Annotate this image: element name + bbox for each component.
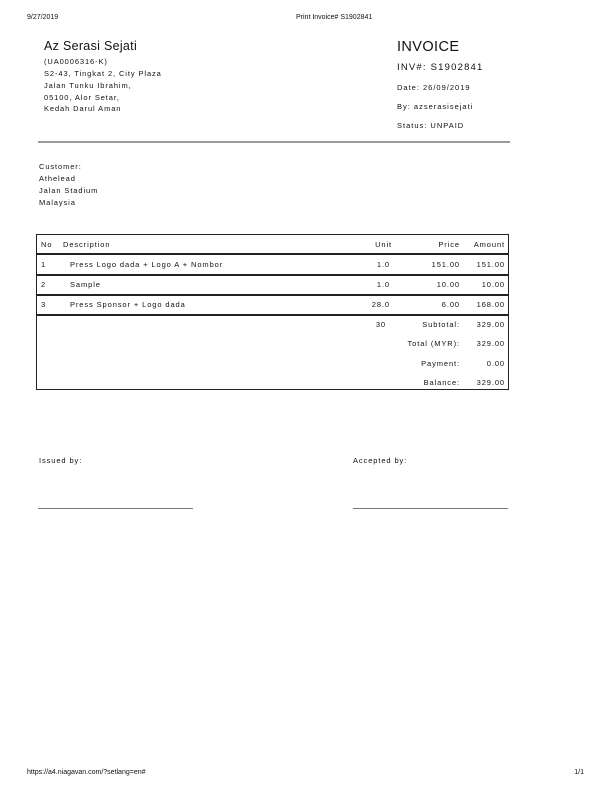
company-address-line: Kedah Darul Aman (44, 104, 122, 113)
subtotal-label: Subtotal: (422, 320, 460, 329)
print-date: 9/27/2019 (27, 14, 59, 21)
print-page-number: 1/1 (574, 769, 584, 776)
payment-label: Payment: (421, 359, 460, 368)
company-address-line: 05100, Alor Setar, (44, 93, 120, 102)
customer-line: Malaysia (39, 198, 76, 207)
subtotal-value: 329.00 (476, 320, 505, 329)
table-row-no: 1 (41, 260, 47, 269)
column-header-price: Price (438, 240, 460, 249)
column-header-no: No (41, 240, 53, 249)
column-header-amount: Amount (473, 240, 505, 249)
accepted-by-label: Accepted by: (353, 456, 408, 465)
invoice-by: By: azserasisejati (397, 102, 474, 111)
customer-line: Jalan Stadium (39, 186, 99, 195)
payment-value: 0.00 (486, 359, 505, 368)
customer-line: Athelead (39, 174, 76, 183)
company-address-line: S2-43, Tingkat 2, City Plaza (44, 69, 162, 78)
column-header-description: Description (63, 240, 111, 249)
invoice-status: Status: UNPAID (397, 121, 465, 130)
table-row-no: 2 (41, 280, 47, 289)
table-divider (36, 314, 509, 316)
print-title: Print Invoice# S1902841 (296, 14, 373, 21)
issued-by-label: Issued by: (39, 456, 83, 465)
table-row-unit: 28.0 (371, 300, 390, 309)
table-row-unit: 1.0 (376, 280, 390, 289)
unit-total: 30 (375, 320, 386, 329)
balance-label: Balance: (423, 378, 460, 387)
invoice-number: INV#: S1902841 (397, 62, 484, 73)
accepted-by-signature-line (353, 508, 508, 509)
table-row-amount: 10.00 (481, 280, 505, 289)
balance-value: 329.00 (476, 378, 505, 387)
column-header-unit: Unit (375, 240, 392, 249)
table-divider (36, 274, 509, 276)
total-value: 329.00 (476, 339, 505, 348)
table-row-description: Press Sponsor + Logo dada (70, 300, 186, 309)
total-label: Total (MYR): (407, 339, 460, 348)
table-divider (36, 253, 509, 255)
company-name: Az Serasi Sejati (44, 39, 138, 53)
invoice-date: Date: 26/09/2019 (397, 83, 471, 92)
table-row-unit: 1.0 (376, 260, 390, 269)
table-divider (36, 294, 509, 296)
table-row-price: 151.00 (431, 260, 460, 269)
table-row-description: Sample (70, 280, 101, 289)
print-url: https://a4.niagavan.com/?setlang=en# (27, 769, 146, 776)
company-registration: (UA0006316-K) (44, 57, 108, 66)
company-address-line: Jalan Tunku Ibrahim, (44, 81, 132, 90)
table-row-amount: 151.00 (476, 260, 505, 269)
table-row-amount: 168.00 (476, 300, 505, 309)
issued-by-signature-line (38, 508, 193, 509)
table-row-price: 6.00 (441, 300, 460, 309)
table-row-description: Press Logo dada + Logo A + Nombor (70, 260, 224, 269)
header-divider (38, 141, 510, 143)
invoice-title: INVOICE (397, 39, 460, 55)
customer-label: Customer: (39, 162, 82, 171)
table-row-no: 3 (41, 300, 47, 309)
table-row-price: 10.00 (436, 280, 460, 289)
